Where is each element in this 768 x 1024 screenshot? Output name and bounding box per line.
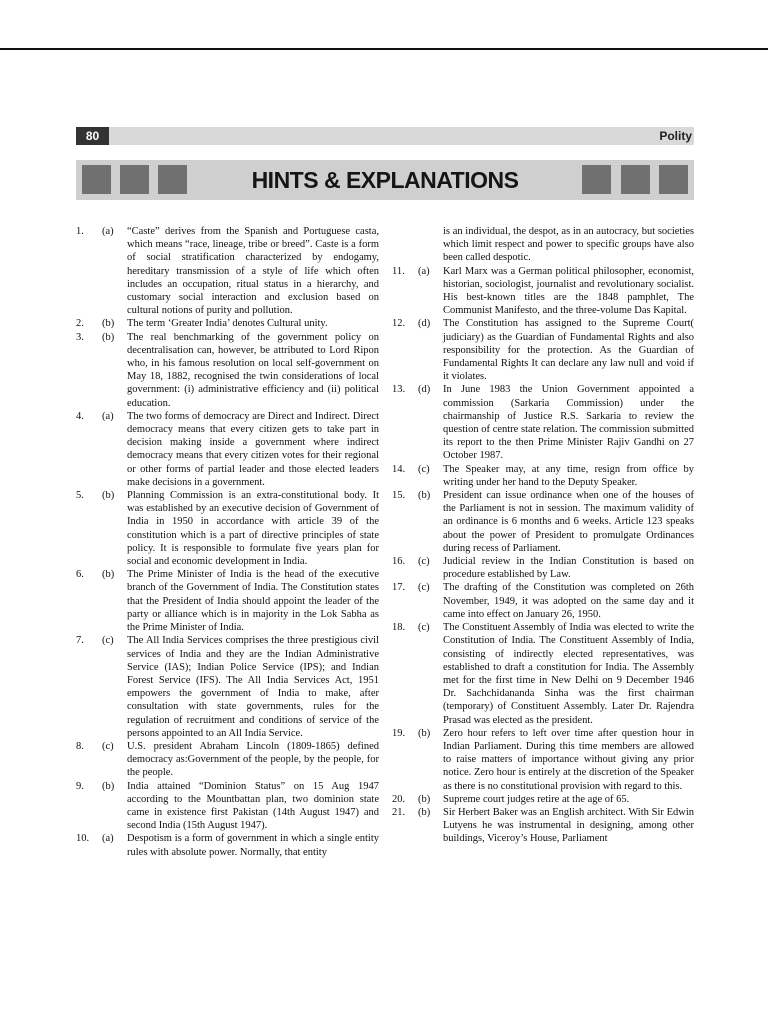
explanation-text: Despotism is a form of government in which a single entity rules with absolute power. Normally, that entity [127,833,379,858]
item-number: 16. [392,556,406,568]
decorative-square [659,165,688,194]
item-number: 13. [392,384,406,396]
explanation-text: Planning Commission is an extra-constitutional body. It was established by an executive decision of Government of India in 1950 in accordance with article 39 of the constitution which is a part of directive principles of state policy. It is responsible to formulate five years plan for social and economic development in India. [127,490,379,568]
explanation-text: Sir Herbert Baker was an English architect. With Sir Edwin Lutyens he was instrumental in designing, among other buildings, Viceroy’s House, Parliament [443,806,694,845]
item-number: 17. [392,582,406,594]
explanation-text: “Caste” derives from the Spanish and Portuguese casta, which means “race, lineage, tribe or breed”. Caste is a form of social stratification characterized by endogamy, hereditary transmission of a style of life which often includes an occupation, ritual status in a hierarchy, and customary social interaction and exclusion based on cultural notions of purity and pollution. [127,226,379,317]
running-header [76,127,694,145]
left-column [76,225,379,859]
answer-item [392,265,694,318]
answer-item [76,331,379,410]
item-number: 7. [76,635,84,647]
explanation-text: India attained “Dominion Status” on 15 Aug 1947 according to the Mountbattan plan, two dominion state came in existence first Pakistan (14th August 1947) and second India (15th August 1947). [127,780,379,832]
answer-option: (c) [102,635,114,647]
answer-item [76,317,379,330]
item-number: 19. [392,727,406,739]
explanation-text: The drafting of the Constitution was completed on 26th November, 1949, it was adopted on the same day and it came into effect on January 26, 1950. [443,582,694,620]
answer-option: (c) [102,740,114,752]
decorative-square [120,165,149,194]
decorative-square [82,165,111,194]
explanation-text: The term ‘Greater India’ denotes Cultural unity. [127,318,328,330]
item-number: 11. [392,265,405,277]
item-number: 10. [76,833,90,845]
item-number: 9. [76,780,84,792]
answer-option: (b) [102,780,115,792]
answer-option: (b) [102,331,115,343]
answer-item [76,634,379,740]
subject-label: Polity [659,129,692,143]
answer-option: (a) [102,226,114,237]
decorative-square [621,165,650,194]
explanation-text: The Constitution has assigned to the Supreme Court( judiciary) as the Guardian of Fundamental Rights and also responsibility for the protection. As the Guardian of Fundamental Rights It can declare any law null and void if it violates. [443,318,694,383]
page-number: 80 [76,127,109,145]
answer-item [392,793,694,806]
answer-item [76,410,379,489]
answer-option: (c) [418,622,430,634]
explanation-text: U.S. president Abraham Lincoln (1809-1865) defined democracy as:Government of the people, by the people, for the people. [127,740,379,779]
answer-item [76,780,379,833]
right-column [392,225,694,846]
answer-item [76,489,379,568]
item-number: 15. [392,490,406,502]
explanation-text: In June 1983 the Union Government appointed a commission (Sarkaria Commission) under the chairmanship of Justice R.S. Sarkaria to review the question of centre state relation. The commission submitted its report to the then Prime Minister Rajiv Gandhi on 27 October 1987. [443,384,694,462]
top-rule [0,48,768,50]
explanation-text: Zero hour refers to left over time after question hour in Indian Parliament. During this time members are allowed to raise matters of importance without giving any prior notice. Zero hour is entirely at the discretion of the Speaker as there is no constitutional provision with regard to this. [443,727,694,792]
answer-item [392,489,694,555]
answer-option: (b) [102,569,115,581]
explanation-text: Supreme court judges retire at the age of 65. [443,793,630,805]
explanation-text: The two forms of democracy are Direct and Indirect. Direct democracy means that every citizen gets to take part in decision making inside a government where indirect democracy means that every citizen votes for their regional or other forms of partial leader and those elected leaders make decisions in a government. [127,410,379,488]
continued-text [392,225,694,265]
answer-option: (b) [102,318,115,330]
answer-item [392,383,694,462]
item-number: 20. [392,793,406,805]
item-number: 3. [76,331,84,343]
answer-option: (a) [418,265,430,277]
answer-option: (c) [418,463,430,475]
answer-option: (b) [418,806,431,818]
item-number: 8. [76,740,84,752]
answer-item [392,463,694,489]
answer-option: (b) [418,490,431,502]
answer-option: (a) [102,833,114,845]
item-number: 14. [392,463,406,475]
item-number: 4. [76,410,84,422]
section-title: HINTS & EXPLANATIONS [251,167,519,193]
item-number: 1. [76,226,84,237]
explanation-text: Karl Marx was a German political philosopher, economist, historian, sociologist, journalist and revolutionary socialist. His best-known titles are the 1848 pamphlet, The Communist Manifesto, and the three-volume Das Kapital. [443,265,694,317]
explanation-text: The Prime Minister of India is the head of the executive branch of the Government of India. The Constitution states that the President of India should appoint the leader of the party or alliance which is in majority in the Lok Sabha as the Prime Minister of India. [127,569,379,634]
answer-option: (d) [418,384,431,396]
explanation-text: The real benchmarking of the government policy on decentralisation can, however, be attributed to Lord Ripon who, in his famous resolution on local self-government on May 18, 1882, recognised the twin considerations of local government: (i) administrative efficiency and (ii) political education. [127,331,379,409]
answer-option: (c) [418,582,430,594]
answer-item [76,832,379,858]
explanation-text: The Speaker may, at any time, resign from office by writing under her hand to the Deputy Speaker. [443,463,694,488]
answer-item [76,740,379,780]
answer-item [392,317,694,383]
decorative-square [582,165,611,194]
explanation-text: The All India Services comprises the three prestigious civil services of India and they are the Indian Administrative Service (IAS); Indian Police Service (IPS); and Indian Forest Service (IFS). The All India Services Act, 1951 empowers the government of India to make, after consultation with state governments, rules for the regulation of recruitment and conditions of service of the persons appointed to an All India Service. [127,635,379,739]
answer-option: (d) [418,318,431,330]
item-number: 5. [76,490,84,502]
answer-item [392,806,694,846]
answer-item [392,555,694,581]
item-number: 21. [392,806,406,818]
explanation-text: President can issue ordinance when one of the houses of the Parliament is not in session. The maximum validity of an ordinance is 6 months and 6 weeks. Article 123 speaks about the power of President to promulgate Ordinances during recess of Parliament. [443,490,694,554]
explanation-text: Judicial review in the Indian Constitution is based on procedure established by Law. [443,556,694,581]
item-number: 2. [76,318,84,330]
answer-item [392,581,694,621]
answer-item [392,727,694,793]
answer-option: (b) [418,793,431,805]
item-number: 12. [392,318,406,330]
answer-option: (c) [418,556,430,568]
answer-option: (b) [102,490,115,502]
answer-item [76,225,379,317]
answer-option: (a) [102,410,114,422]
answer-option: (b) [418,727,431,739]
decorative-square [158,165,187,194]
answer-item [76,568,379,634]
item-number: 18. [392,622,406,634]
answer-item [392,621,694,727]
explanation-text: The Constituent Assembly of India was elected to write the Constitution of India. The Constituent Assembly of India, consisting of indirectly elected representatives, was established to draft a constitution for India. The Assembly met for the first time in New Delhi on 9 December 1946 Dr. Sachchidananda Sinha was the first chairman (temporary) of Constituent Assembly. Later Dr. Rajendra Prasad was elected as the president. [443,622,694,726]
item-number: 6. [76,569,84,581]
explanation-text: is an individual, the despot, as in an autocracy, but societies which limit respect and power to specific groups have also been called despotic. [443,226,694,264]
